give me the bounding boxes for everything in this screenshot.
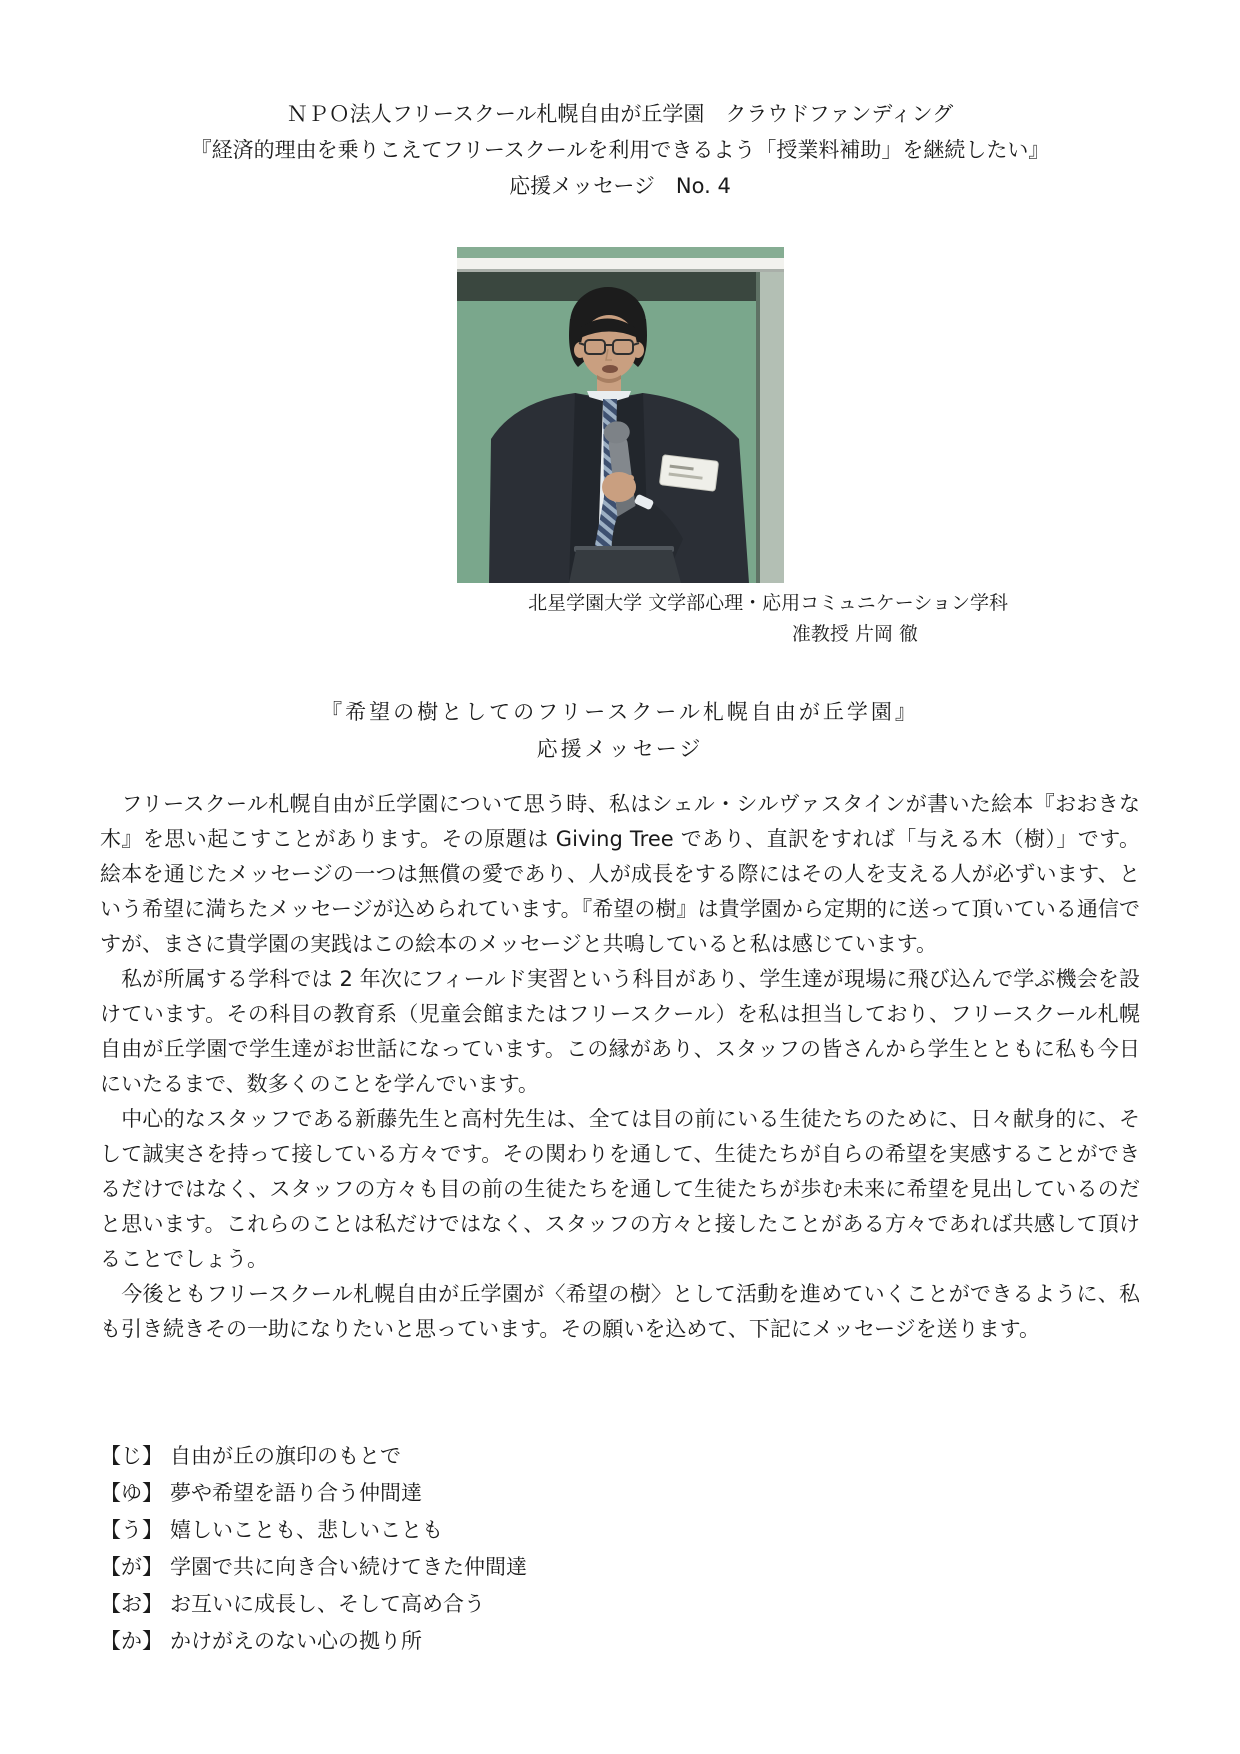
acrostic-text: 夢や希望を語り合う仲間達 — [170, 1481, 422, 1505]
speaker-photo — [457, 247, 784, 583]
chalkboard-top-strip — [457, 247, 784, 258]
acrostic-item — [100, 1586, 527, 1623]
acrostic-item — [100, 1475, 527, 1512]
message-heading — [0, 694, 1240, 768]
acrostic-item — [100, 1549, 527, 1586]
wall-strip — [760, 272, 784, 583]
acrostic-item — [100, 1512, 527, 1549]
acrostic-text: 嬉しいことも、悲しいことも — [170, 1518, 443, 1542]
doc-header — [0, 96, 1240, 204]
message-paragraph: 中心的なスタッフである新藤先生と高村先生は、全ては目の前にいる生徒たちのために、日々献身的に、そして誠実さを持って接している方々です。その関わりを通して、生徒たちが自らの希望を実感することができるだけではなく、スタッフの方々も目の前の生徒たちを通して生徒たちが歩む未来に希望を見出しているのだと思います。これらのことは私だけではなく、スタッフの方々と接したことがある方々であれば共感して頂けることでしょう。 — [100, 1107, 1140, 1271]
speaker-photo-illustration — [457, 247, 784, 583]
author-affiliation: 北星学園大学 文学部心理・応用コミュニケーション学科 — [528, 592, 1008, 614]
chalkboard-rail-shadow — [457, 269, 784, 272]
message-subtitle: 応援メッセージ — [536, 737, 704, 761]
laptop — [569, 546, 681, 583]
message-paragraph: フリースクール札幌自由が丘学園について思う時、私はシェル・シルヴァスタインが書いた絵本『おおきな木』を思い起こすことがあります。その原題は Giving Tree であり、直訳をすれば「与える木（樹）」です。絵本を通じたメッセージの一つは無償の愛であり、人が成長をする際にはその人を支える人が必ずいます、という希望に満ちたメッセージが込められています。『希望の樹』は貴学園から定期的に送って頂いている通信ですが、まさに貴学園の実践はこの絵本のメッセージと共鳴していると私は感じています。 — [100, 792, 1140, 956]
speaker-mouth — [602, 365, 618, 373]
header-line-campaign-title: 『経済的理由を乗りこえてフリースクールを利用できるよう「授業料補助」を継続したい』 — [190, 138, 1050, 162]
message-body — [100, 787, 1140, 1347]
acrostic-item — [100, 1438, 527, 1475]
author-name: 准教授 片岡 徹 — [791, 623, 918, 645]
acrostic-kana: 【か】 — [100, 1629, 163, 1653]
acrostic-item — [100, 1623, 527, 1660]
acrostic-kana: 【う】 — [100, 1518, 163, 1542]
acrostic-kana: 【が】 — [100, 1555, 163, 1579]
name-badge — [659, 455, 718, 492]
header-line-organization: ＮＰＯ法人フリースクール札幌自由が丘学園 クラウドファンディング — [286, 102, 954, 126]
acrostic-kana: 【お】 — [100, 1592, 163, 1616]
acrostic-text: 学園で共に向き合い続けてきた仲間達 — [170, 1555, 527, 1579]
message-paragraph: 今後ともフリースクール札幌自由が丘学園が〈希望の樹〉として活動を進めていくことができるように、私も引き続きその一助になりたいと思っています。その願いを込めて、下記にメッセージを送ります。 — [100, 1282, 1140, 1341]
acrostic-kana: 【ゆ】 — [100, 1481, 163, 1505]
author-caption — [528, 588, 1008, 650]
acrostic-text: かけがえのない心の拠り所 — [170, 1629, 422, 1653]
message-title: 『希望の樹としてのフリースクール札幌自由が丘学園』 — [321, 700, 919, 724]
header-line-message-number: 応援メッセージ No. 4 — [509, 174, 731, 198]
wall-edge-line — [756, 272, 760, 583]
acrostic-text: 自由が丘の旗印のもとで — [170, 1444, 401, 1468]
speaker-hand — [602, 472, 636, 502]
acrostic-list — [100, 1438, 527, 1660]
message-paragraph: 私が所属する学科では 2 年次にフィールド実習という科目があり、学生達が現場に飛び込んで学ぶ機会を設けています。その科目の教育系（児童会館またはフリースクール）を私は担当しており、フリースクール札幌自由が丘学園で学生達がお世話になっています。この縁があり、スタッフの皆さんから学生とともに私も今日にいたるまで、数多くのことを学んでいます。 — [100, 967, 1140, 1096]
acrostic-text: お互いに成長し、そして高め合う — [170, 1592, 485, 1616]
acrostic-kana: 【じ】 — [100, 1444, 163, 1468]
